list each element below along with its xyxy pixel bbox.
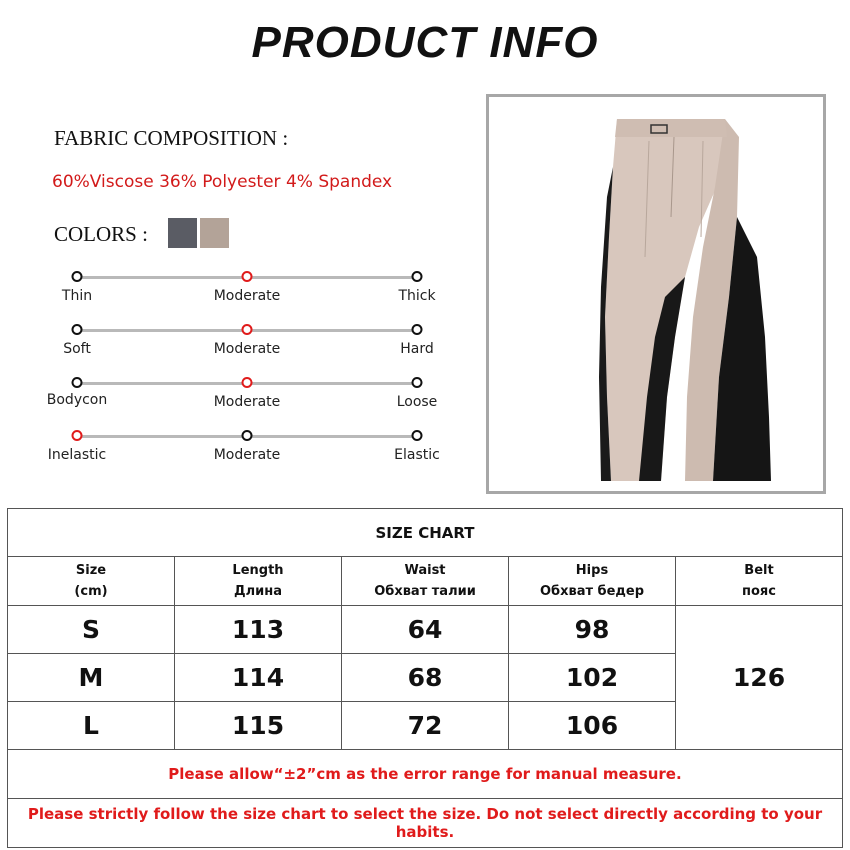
header-line: Длина [234,584,282,599]
header-waist [342,557,509,606]
table-cell: 98 [509,606,676,654]
table-cell: S [8,606,175,654]
fabric-composition-label: FABRIC COMPOSITION : [54,126,289,150]
scale-dot [412,377,423,388]
size-advice-note: Please strictly follow the size chart to select the size. Do not select directly according to your habits. [8,799,843,848]
scale-dot-selected [72,430,83,441]
scale-label: Inelastic [47,447,107,463]
table-cell: 115 [175,702,342,750]
header-line: Обхват талии [374,584,476,599]
scale-dot-selected [242,271,253,282]
header-hips [509,557,676,606]
scale-dot [412,430,423,441]
scale-dot [412,324,423,335]
thickness-scale [61,272,436,312]
table-cell: M [8,654,175,702]
table-row [8,606,843,654]
color-swatch-beige[interactable] [200,218,229,248]
header-line: пояс [742,584,776,599]
header-line: Waist [404,563,446,578]
trousers-illustration [489,97,823,491]
scale-label: Moderate [213,288,281,304]
table-cell: 64 [342,606,509,654]
header-line: Hips [575,563,609,578]
belt-cell: 126 [676,606,843,750]
scale-label: Moderate [213,394,281,410]
table-cell: 102 [509,654,676,702]
scale-dot [242,430,253,441]
elasticity-scale [47,431,440,471]
table-cell: 114 [175,654,342,702]
size-chart-title: SIZE CHART [8,509,843,557]
scale-dot [412,271,423,282]
table-cell: 106 [509,702,676,750]
scale-label: Thin [61,288,93,304]
scale-dot-selected [242,324,253,335]
softness-scale [63,325,434,365]
scale-label: Loose [396,394,438,410]
scale-dot [72,324,83,335]
table-cell: 113 [175,606,342,654]
scale-label: Soft [63,341,91,357]
measurement-note: Please allow“±2”cm as the error range for manual measure. [8,750,843,799]
header-belt [676,557,843,606]
color-swatch-gray[interactable] [168,218,197,248]
colors-label: COLORS : [54,222,148,246]
scale-dot [72,377,83,388]
table-cell: L [8,702,175,750]
scale-dot-selected [242,377,253,388]
product-photo [486,94,826,494]
header-line: Size [75,563,107,578]
fit-scale [46,378,438,418]
scale-dot [72,271,83,282]
scale-label: Moderate [213,447,281,463]
header-line: (cm) [74,584,108,599]
header-line: Length [232,563,284,578]
scale-label: Thick [398,288,436,304]
table-cell: 68 [342,654,509,702]
scale-label: Bodycon [46,392,108,408]
fabric-composition-value: 60%Viscose 36% Polyester 4% Spandex [52,172,393,192]
header-line: Обхват бедер [539,584,645,599]
scale-label: Hard [400,341,434,357]
scale-label: Moderate [213,341,281,357]
header-line: Belt [744,563,774,578]
header-size [8,557,175,606]
scale-label: Elastic [394,447,440,463]
page-title: PRODUCT INFO [251,18,599,67]
table-cell: 72 [342,702,509,750]
size-chart-table [7,508,843,848]
header-length [175,557,342,606]
